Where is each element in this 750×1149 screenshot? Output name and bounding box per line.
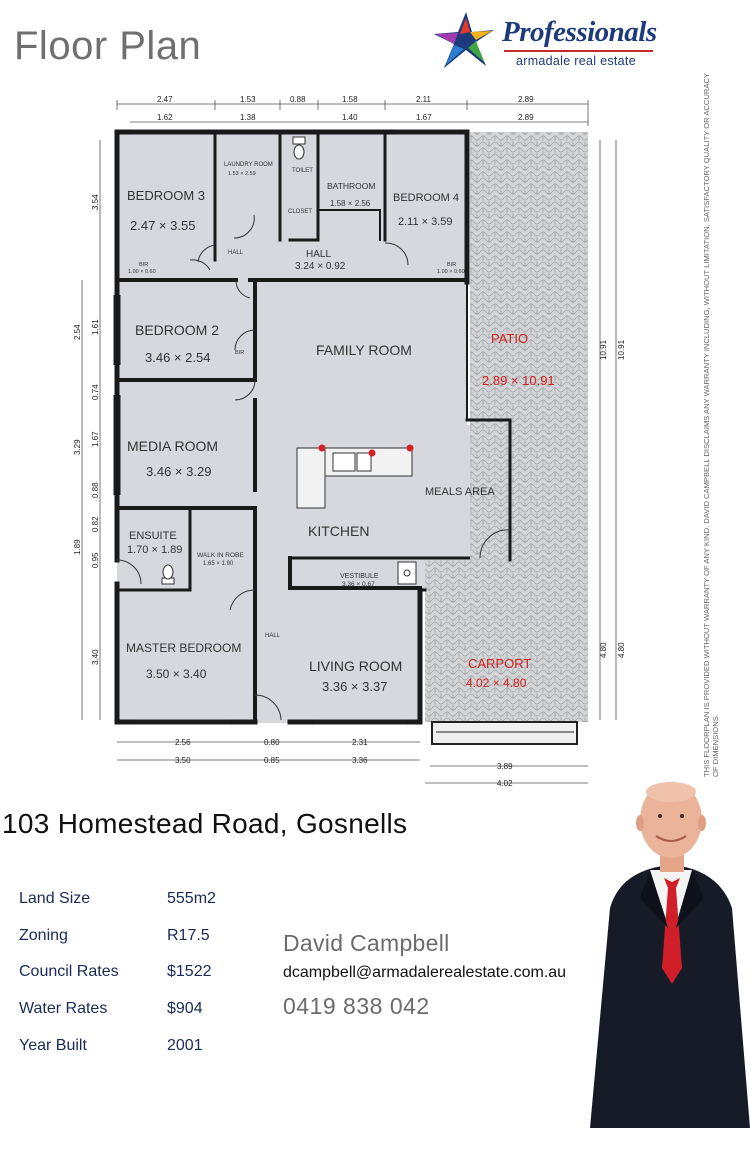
dim-label: 1.62 [157,113,173,122]
fact-label: Water Rates [19,1000,108,1017]
dim-label: 0.74 [91,384,100,400]
dim-label: 4.80 [599,642,608,658]
logo-tagline: armadale real estate [516,54,636,68]
hall-label: HALL [265,633,281,639]
dim-label: 1.53 [240,95,256,104]
ensuite-toilet-icon [162,565,174,584]
bir-size: 1.00 × 0.60 [128,269,156,275]
room-name: LIVING ROOM [309,658,403,674]
room-size: 3.46 × 2.54 [145,350,211,365]
room-size: 1.53 × 2.59 [228,171,256,177]
dim-label: 0.82 [91,516,100,532]
room-size: 3.36 × 3.37 [322,679,388,694]
room-name: MASTER BEDROOM [126,641,242,655]
dim-label: 0.95 [91,552,100,568]
dim-label: 1.38 [240,113,256,122]
room-name: CARPORT [468,656,532,671]
room-name: BEDROOM 2 [135,322,220,338]
room-name: BATHROOM [327,181,376,191]
toilet-icon [293,137,305,159]
room-size: 3.36 × 0.67 [342,581,375,588]
agent-email-link[interactable]: dcampbell@armadalerealestate.com.au [283,964,567,981]
dim-label: 0.80 [264,738,280,747]
dim-label: 0.85 [264,756,280,765]
agent-phone-link[interactable]: 0419 838 042 [283,993,430,1019]
dim-label: 0.88 [290,95,306,104]
dim-label: 1.67 [91,431,100,447]
dim-label: 3.50 [175,756,191,765]
dim-label: 1.58 [342,95,358,104]
floor-plan [0,80,700,798]
room-size: 2.89 × 10.91 [482,373,555,388]
room-name: FAMILY ROOM [316,342,412,358]
fact-value: $1522 [167,963,212,980]
room-name: BEDROOM 3 [127,188,206,203]
dim-label: 4.80 [617,642,626,658]
dim-label: 3.54 [91,194,100,210]
disclaimer [702,62,720,777]
property-address: 103 Homestead Road, Gosnells [2,808,408,839]
dim-label: 10.91 [599,339,608,360]
dim-label: 3.36 [352,756,368,765]
fact-value: 2001 [167,1037,203,1054]
room-size: 1.70 × 1.89 [127,544,183,556]
room-name: MEDIA ROOM [127,438,219,454]
dim-label: 1.61 [91,319,100,335]
room-name: VESTIBULE [340,573,379,580]
room-name: KITCHEN [308,523,370,539]
dim-label: 2.54 [73,324,82,340]
bir-label: BIR [447,262,457,268]
page-title: Floor Plan [14,24,202,68]
carport-step [432,722,577,744]
dim-label: 2.89 [518,95,534,104]
room-name: MEALS AREA [425,486,495,498]
room-size: 3.50 × 3.40 [146,667,207,681]
room-size: 3.46 × 3.29 [146,464,212,479]
agent-name: David Campbell [283,930,450,956]
dim-label: 2.11 [416,95,431,104]
room-name: BEDROOM 4 [393,192,460,204]
room-name: TOILET [292,168,313,174]
dim-label: 2.56 [175,738,191,747]
fact-value: R17.5 [167,927,210,944]
dim-label: 3.40 [91,649,100,665]
dim-label: 3.89 [497,762,513,771]
star-logo-icon [430,10,502,72]
bir-size: 1.00 × 0.60 [437,269,465,275]
dim-label: 1.67 [416,113,432,122]
bir-label: BIR [139,262,149,268]
fact-value: $904 [167,1000,203,1017]
room-name: CLOSET [288,209,313,215]
room-name: WALK IN ROBE [197,552,244,559]
fact-label: Year Built [19,1037,87,1054]
carport-paving [425,560,588,722]
dim-label: 4.02 [497,779,513,788]
dim-label: 10.91 [617,339,626,360]
dim-label: 1.40 [342,113,358,122]
room-name: ENSUITE [129,530,177,542]
disclaimer-text: THIS FLOORPLAN IS PROVIDED WITHOUT WARRANTY OF ANY KIND. DAVID CAMPBELL DISCLAIMS ANY WARRANTY INCLUDING, WITHOUT LIMITATION, SATISFACTORY QUALITY OR ACCURACY OF DIMENSIONS. [702,73,720,777]
dim-label: 0.88 [91,482,100,498]
room-name: LAUNDRY ROOM [224,162,273,168]
dim-label: 2.47 [157,95,173,104]
room-size: 1.58 × 2.56 [330,199,371,208]
room-size: 4.02 × 4.80 [466,676,527,690]
room-name: PATIO [491,331,529,346]
room-size: 1.65 × 1.90 [203,561,234,567]
room-size: 3.24 × 0.92 [295,261,346,272]
hall-label: HALL [228,250,244,256]
brand-logo [430,10,657,72]
room-size: 2.11 × 3.59 [398,216,453,228]
fact-label: Council Rates [19,963,119,980]
room-size: 2.47 × 3.55 [130,218,196,233]
bir-label: BIR [235,350,245,356]
stove-icon [398,562,416,584]
agent-portrait [590,778,750,1128]
fact-label: Zoning [19,927,68,944]
fact-value: 555m2 [167,890,216,907]
fact-label: Land Size [19,890,91,907]
logo-wordmark: Professionals [502,16,657,48]
dim-label: 2.89 [518,113,534,122]
room-name: HALL [306,249,332,260]
dim-label: 3.29 [73,439,82,455]
dim-label: 2.31 [352,738,368,747]
dim-label: 1.89 [73,539,82,555]
